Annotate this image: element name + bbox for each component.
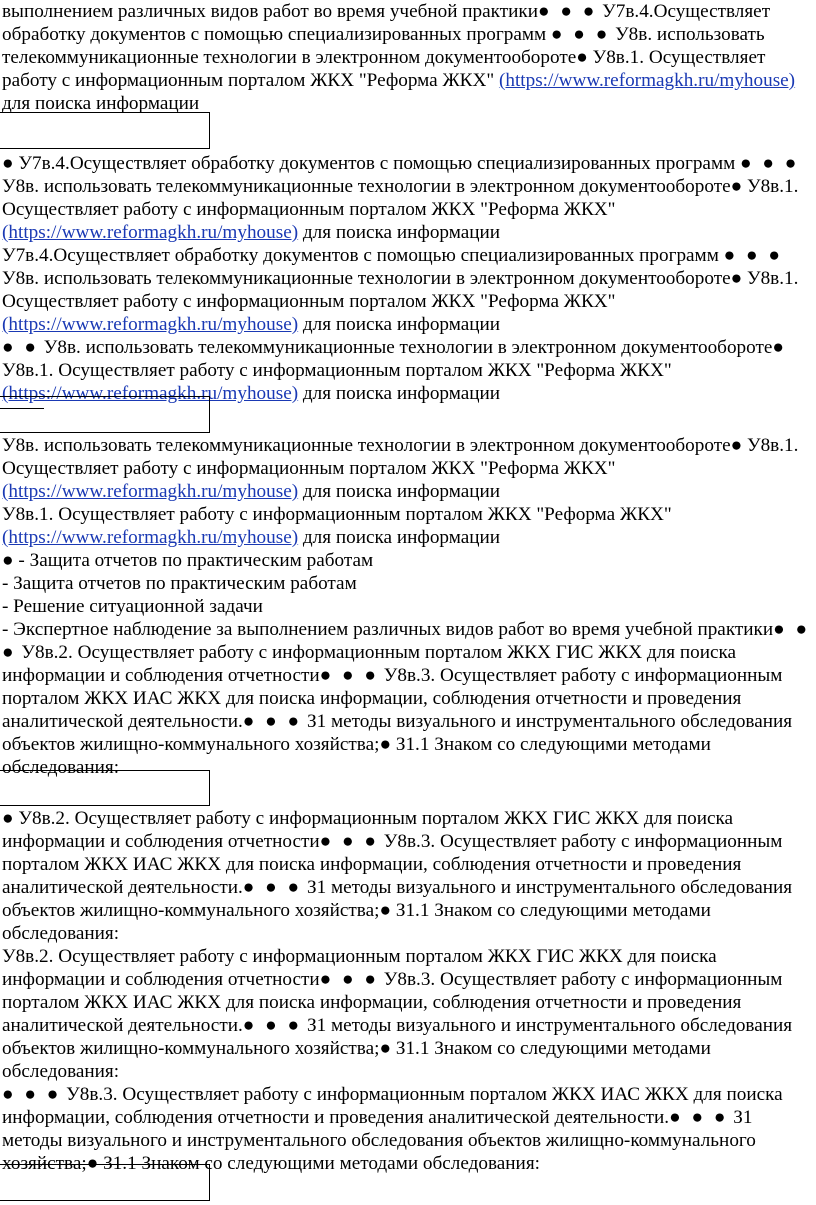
text-block-1 bbox=[0, 0, 812, 115]
bullet-icon: ● bbox=[379, 1038, 392, 1059]
text-block-3: У8в. использовать телекоммуникационные технологии в электронном документообороте● У8в.1. Осуществляет работу с информационным порталом ЖКХ "Реформа ЖКХ" (https://www.reformagkh.ru/myhouse) для поиска информации У8в.1. Осуществляет работу с информационным порталом ЖКХ "Реформа ЖКХ" (https://www.reformagkh.ru/myhouse) для поиска информации ● - Защита отчетов по практическим работам - Защита отчетов по практическим работам - Решение ситуационной задачи - Экспертное наблюдение за выполнением различных видов работ во время учебной практики● ● ● У8в.2. Осуществляет работу с информационным порталом ЖКХ ГИС ЖКХ для поиска информации и соблюдения отчетности● ● ● У8в.3. Осуществляет работу с информационным порталом ЖКХ ИАС ЖКХ для поиска информации, соблюдения отчетности и проведения аналитической деятельности.● ● ● З1 методы визуального и инструментального обследования объектов жилищно-коммунального хозяйства;● З1.1 Знаком со следующими методами обследования: bbox=[2, 435, 811, 778]
reformagkh-link[interactable]: (https://www.reformagkh.ru/myhouse) bbox=[2, 314, 299, 335]
bullet-icon: ● ● bbox=[2, 337, 39, 358]
bullet-icon: ● ● ● bbox=[319, 969, 379, 990]
bullet-icon: ● ● ● bbox=[537, 1, 598, 22]
reformagkh-link[interactable]: (https://www.reformagkh.ru/myhouse) bbox=[498, 70, 796, 91]
bullet-icon: ● bbox=[2, 550, 14, 571]
bullet-icon: ● ● ● bbox=[242, 711, 303, 732]
reformagkh-link[interactable]: (https://www.reformagkh.ru/myhouse) bbox=[2, 383, 299, 404]
bullet-icon: ● ● ● bbox=[319, 831, 379, 852]
bullet-icon: ● bbox=[379, 900, 392, 921]
bullet-icon: ● ● ● bbox=[242, 1015, 303, 1036]
bullet-icon: ● ● ● bbox=[2, 1084, 62, 1105]
bullet-icon: ● ● ● bbox=[319, 665, 379, 686]
reformagkh-link[interactable]: (https://www.reformagkh.ru/myhouse) bbox=[2, 222, 299, 243]
bullet-icon: ● bbox=[2, 153, 14, 174]
bullet-icon: ● bbox=[86, 1153, 99, 1174]
text-block-4: ● У8в.2. Осуществляет работу с информационным порталом ЖКХ ГИС ЖКХ для поиска информации и соблюдения отчетности● ● ● У8в.3. Осуществляет работу с информационным порталом ЖКХ ИАС ЖКХ для поиска информации, соблюдения отчетности и проведения аналитической деятельности.● ● ● З1 методы визуального и инструментального обследования объектов жилищно-коммунального хозяйства;● З1.1 Знаком со следующими методами обследования: У8в.2. Осуществляет работу с информационным порталом ЖКХ ГИС ЖКХ для поиска информации и соблюдения отчетности● ● ● У8в.3. Осуществляет работу с информационным порталом ЖКХ ИАС ЖКХ для поиска информации, соблюдения отчетности и проведения аналитической деятельности.● ● ● З1 методы визуального и инструментального обследования объектов жилищно-коммунального хозяйства;● З1.1 Знаком со следующими методами обследования: ● ● ● У8в.3. Осуществляет работу с информационным порталом ЖКХ ИАС ЖКХ для поиска информации, соблюдения отчетности и проведения аналитической деятельности.● ● ● З1 методы визуального и инструментального обследования объектов жилищно-коммунального хозяйства;● З1.1 Знаком со следующими методами обследования: bbox=[2, 808, 793, 1174]
bullet-icon: ● bbox=[730, 176, 743, 197]
bullet-icon: ● bbox=[772, 337, 784, 358]
bullet-icon: ● bbox=[730, 435, 743, 456]
bullet-icon: ● ● ● bbox=[740, 153, 800, 174]
bullet-icon: ● ● ● bbox=[723, 245, 784, 266]
text-block-2: ● У7в.4.Осуществляет обработку документов с помощью специализированных программ ● ● ● У8в. использовать телекоммуникационные технологии в электронном документообороте● У8в.1. Осуществляет работу с информационным порталом ЖКХ "Реформа ЖКХ" (https://www.reformagkh.ru/myhouse) для поиска информации У7в.4.Осуществляет обработку документов с помощью специализированных программ ● ● ● У8в. использовать телекоммуникационные технологии в электронном документообороте● У8в.1. Осуществляет работу с информационным порталом ЖКХ "Реформа ЖКХ" (https://www.reformagkh.ru/myhouse) для поиска информации ● ● У8в. использовать телекоммуникационные технологии в электронном документообороте● У8в.1. Осуществляет работу с информационным порталом ЖКХ "Реформа ЖКХ" (https://www.reformagkh.ru/myhouse) для поиска информации bbox=[2, 153, 800, 404]
bullet-icon: ● ● ● bbox=[242, 877, 303, 898]
bullet-icon: ● bbox=[2, 808, 14, 829]
bullet-icon: ● bbox=[730, 268, 743, 289]
input-box[interactable] bbox=[0, 112, 210, 149]
bullet-icon: ● ● ● bbox=[550, 24, 611, 45]
reformagkh-link[interactable]: (https://www.reformagkh.ru/myhouse) bbox=[2, 527, 299, 548]
paragraph: выполнением различных видов работ во время учебной практики● ● ● У7в.4.Осуществляет обработку документов с помощью специализированных программ ● ● ● У8в. использовать телекоммуникационные технологии в электронном документообороте● У8в.1. Осуществляет работу с информационным порталом ЖКХ "Реформа ЖКХ" (https://www.reformagkh.ru/myhouse) для поиска информации bbox=[2, 1, 796, 114]
reformagkh-link[interactable]: (https://www.reformagkh.ru/myhouse) bbox=[2, 481, 299, 502]
bullet-icon: ● bbox=[379, 734, 392, 755]
input-box[interactable] bbox=[0, 396, 210, 433]
bullet-icon: ● ● ● bbox=[669, 1107, 729, 1128]
input-box[interactable] bbox=[0, 770, 210, 806]
bullet-icon: ● ● ● bbox=[2, 619, 811, 663]
bullet-icon: ● bbox=[576, 47, 588, 68]
input-box[interactable] bbox=[0, 1164, 210, 1201]
